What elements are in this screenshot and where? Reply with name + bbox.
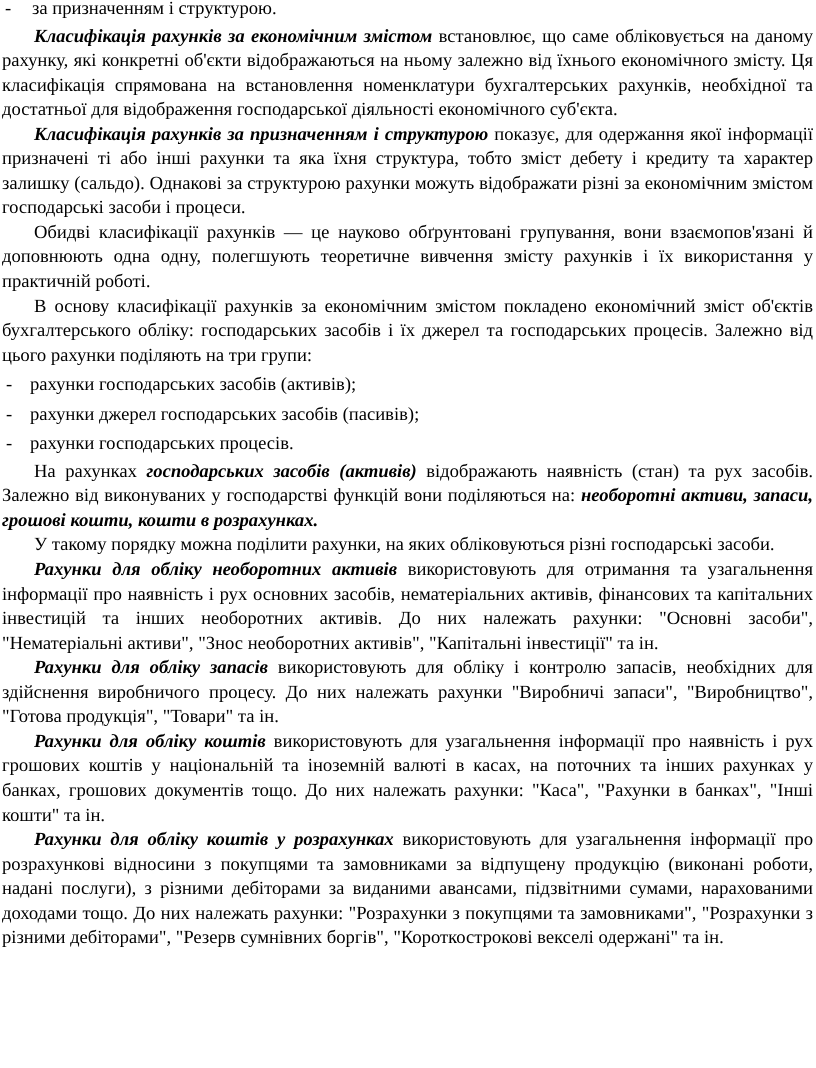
list-dash: -: [5, 0, 12, 19]
paragraph-text: використовують для узагальнення інформації про наявність і рух грошових коштів у національній та іноземній валюті в касах, на поточних та інших рахунках у банках, грошових документів тощо. До них належать рахунки: "Каса", "Рахунки в банках", "Інші кошти" та ін.: [2, 730, 813, 826]
term-purpose-classification: Класифікація рахунків за призначенням і структурою: [34, 123, 489, 145]
paragraph-text: відображають наявність (стан) та рух засобів. Залежно від виконуваних у господарстві функцій вони поділяються на:: [2, 460, 813, 507]
term-noncurrent-assets: Рахунки для обліку необоротних активів: [34, 559, 398, 581]
paragraph-purpose-classification: [2, 123, 813, 221]
list-item-text: рахунки господарських процесів.: [30, 433, 294, 455]
paragraph-settlements: [2, 828, 813, 951]
paragraph-text: використовують для узагальнення інформації про розрахункові відносини з покупцями та замовниками за відпущену продукцію (виконані роботи, надані послуги), з різними дебіторами за виданими авансами, підзвітними сумами, нарахованими доходами тощо. До них належать рахунки: "Розрахунки з покупцями та замовниками", "Розрахунки з різними дебіторами", "Резерв сумнівних боргів", "Короткострокові векселі одержані" та ін.: [2, 829, 813, 949]
term-inventory: Рахунки для обліку запасів: [34, 657, 268, 679]
list-item-top: [2, 0, 813, 22]
list-dash: -: [6, 374, 13, 396]
paragraph-text: використовують для отримання та узагальнення інформації про наявність і рух основних засобів, нематеріальних активів, фінансових та капітальних інвестицій та інших необоротних активів. До них належать рахунки: "Основні засоби", "Нематеріальні активи", "Знос необоротних активів", "Капітальні інвестиції" та ін.: [2, 559, 813, 654]
paragraph-assets-accounts: [2, 460, 813, 534]
paragraph-cash: [2, 730, 813, 828]
paragraph-text: встановлює, що саме обліковується на даному рахунку, які конкретні об'єкти відображаються на ньому залежно від їхнього економічного змісту. Ця класифікація спрямована на встановлення номенклатури бухгалтерських рахунків, необхідної та достатньої для відображення господарської діяльності економічного суб'єкта.: [2, 25, 813, 121]
paragraph-classification-basis: В основу класифікації рахунків за економічним змістом покладено економічний зміст об'єктів бухгалтерського обліку: господарських засобів і їх джерел та господарських процесів. Залежно від цього рахунки поділяють на три групи:: [2, 295, 813, 366]
list-dash: -: [6, 403, 13, 425]
list-item-group-liabilities: [2, 398, 813, 428]
paragraph-inventory: [2, 656, 813, 730]
paragraph-noncurrent-assets: [2, 558, 813, 656]
list-item-group-processes: [2, 427, 813, 457]
term-cash: Рахунки для обліку коштів: [34, 730, 266, 752]
list-item-text: рахунки господарських засобів (активів);: [30, 374, 357, 396]
list-item-text: за призначенням і структурою.: [32, 0, 277, 19]
paragraph-economic-classification: [2, 25, 813, 123]
term-settlements: Рахунки для обліку коштів у розрахунках: [34, 829, 394, 851]
paragraph-both-classifications: Обидві класифікації рахунків — це науково обґрунтовані групування, вони взаємопов'язані й доповнюють одна одну, полегшують теоретичне вивчення змісту рахунків і їх використання у практичній роботі.: [2, 221, 813, 293]
term-assets: господарських засобів (активів): [146, 460, 417, 482]
paragraph-order: У такому порядку можна поділити рахунки, на яких обліковуються різні господарські засоби.: [34, 534, 775, 556]
list-dash: -: [6, 433, 13, 455]
term-economic-classification: Класифікація рахунків за економічним змістом: [34, 25, 433, 47]
paragraph-text: показує, для одержання якої інформації призначені ті або інші рахунки та яка їхня структура, тобто зміст дебету і кредиту та характер залишку (сальдо). Однакові за структурою рахунки можуть відображати різні за економічним змістом господарські засоби і процеси.: [2, 123, 814, 219]
list-item-text: рахунки джерел господарських засобів (пасивів);: [30, 403, 420, 425]
list-item-group-assets: [2, 368, 813, 398]
term-asset-types: необоротні активи, запаси, грошові кошти, кошти в розрахунках.: [2, 485, 814, 531]
paragraph-text: використовують для обліку і контролю запасів, необхідних для здійснення виробничого процесу. До них належать рахунки "Виробничі запаси", "Виробництво", "Готова продукція", "Товари" та ін.: [2, 657, 813, 728]
paragraph-text: На рахунках: [34, 460, 147, 482]
